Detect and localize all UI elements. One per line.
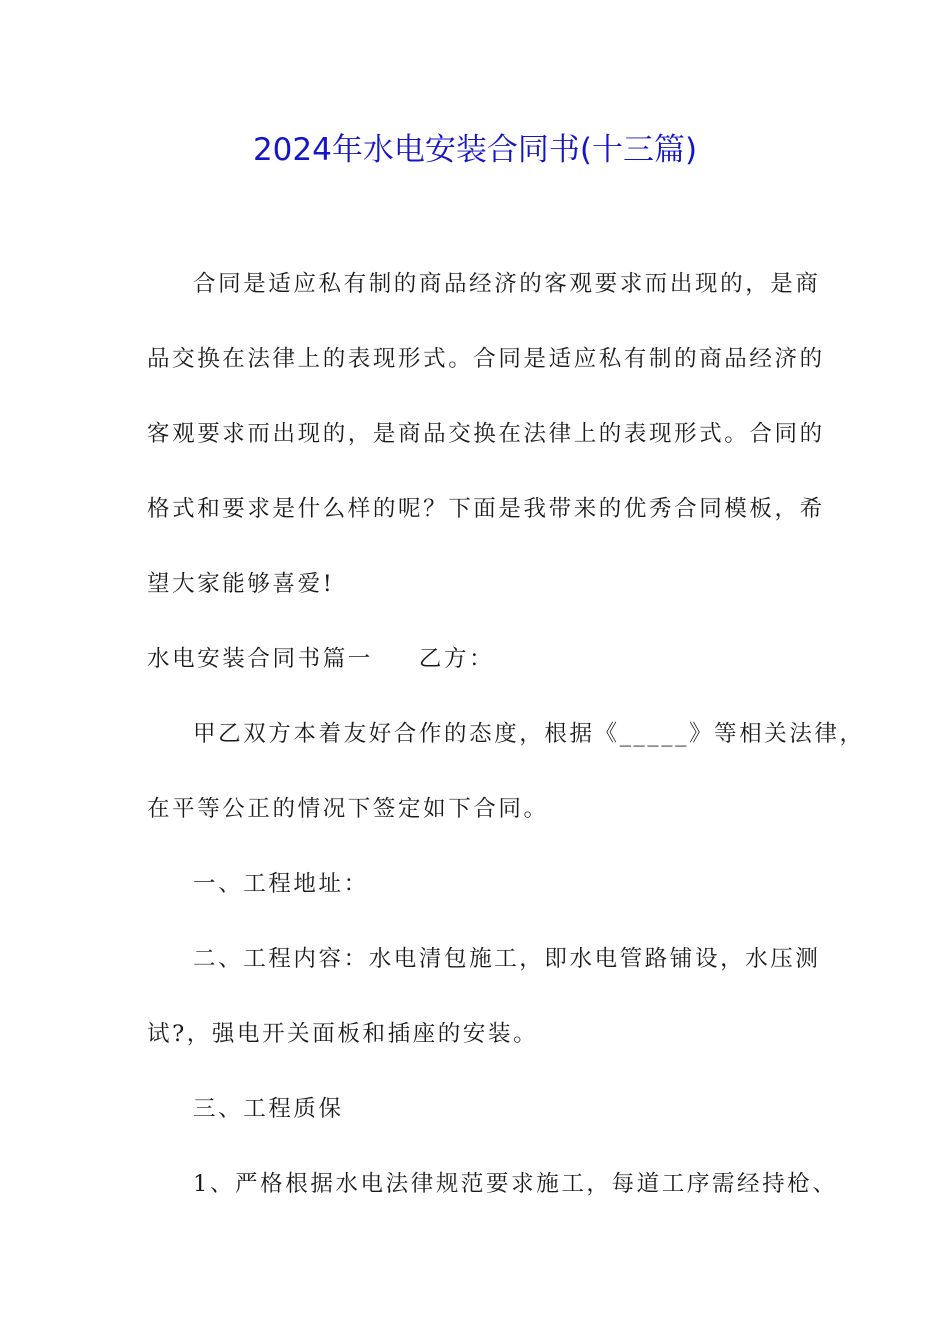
document-title: 2024年水电安装合同书(十三篇) [252, 132, 698, 168]
paragraph-line: 格式和要求是什么样的呢？下面是我带来的优秀合同模板，希 [147, 496, 825, 522]
paragraph-line: 合同是适应私有制的商品经济的客观要求而出现的，是商 [193, 271, 821, 297]
clause-heading: 一、工程地址： [193, 871, 369, 897]
clause-heading: 三、工程质保 [193, 1096, 344, 1122]
paragraph-line: 品交换在法律上的表现形式。合同是适应私有制的商品经济的 [147, 346, 825, 372]
paragraph-line: 客观要求而出现的，是商品交换在法律上的表现形式。合同的 [147, 421, 825, 447]
paragraph-line: 在平等公正的情况下签定如下合同。 [147, 796, 549, 822]
paragraph-line: 1、严格根据水电法律规范要求施工，每道工序需经持枪、 [193, 1171, 838, 1197]
paragraph-line: 试?，强电开关面板和插座的安装。 [147, 1021, 539, 1047]
paragraph-line: 望大家能够喜爱! [147, 571, 335, 597]
section-heading: 水电安装合同书篇一 [147, 646, 373, 672]
section-heading-line [147, 643, 494, 675]
party-b-label: 乙方： [418, 646, 495, 672]
paragraph-line: 甲乙双方本着友好合作的态度，根据《_____》等相关法律， [193, 721, 865, 747]
paragraph-line: 二、工程内容：水电清包施工，即水电管路铺设，水压测 [193, 946, 821, 972]
